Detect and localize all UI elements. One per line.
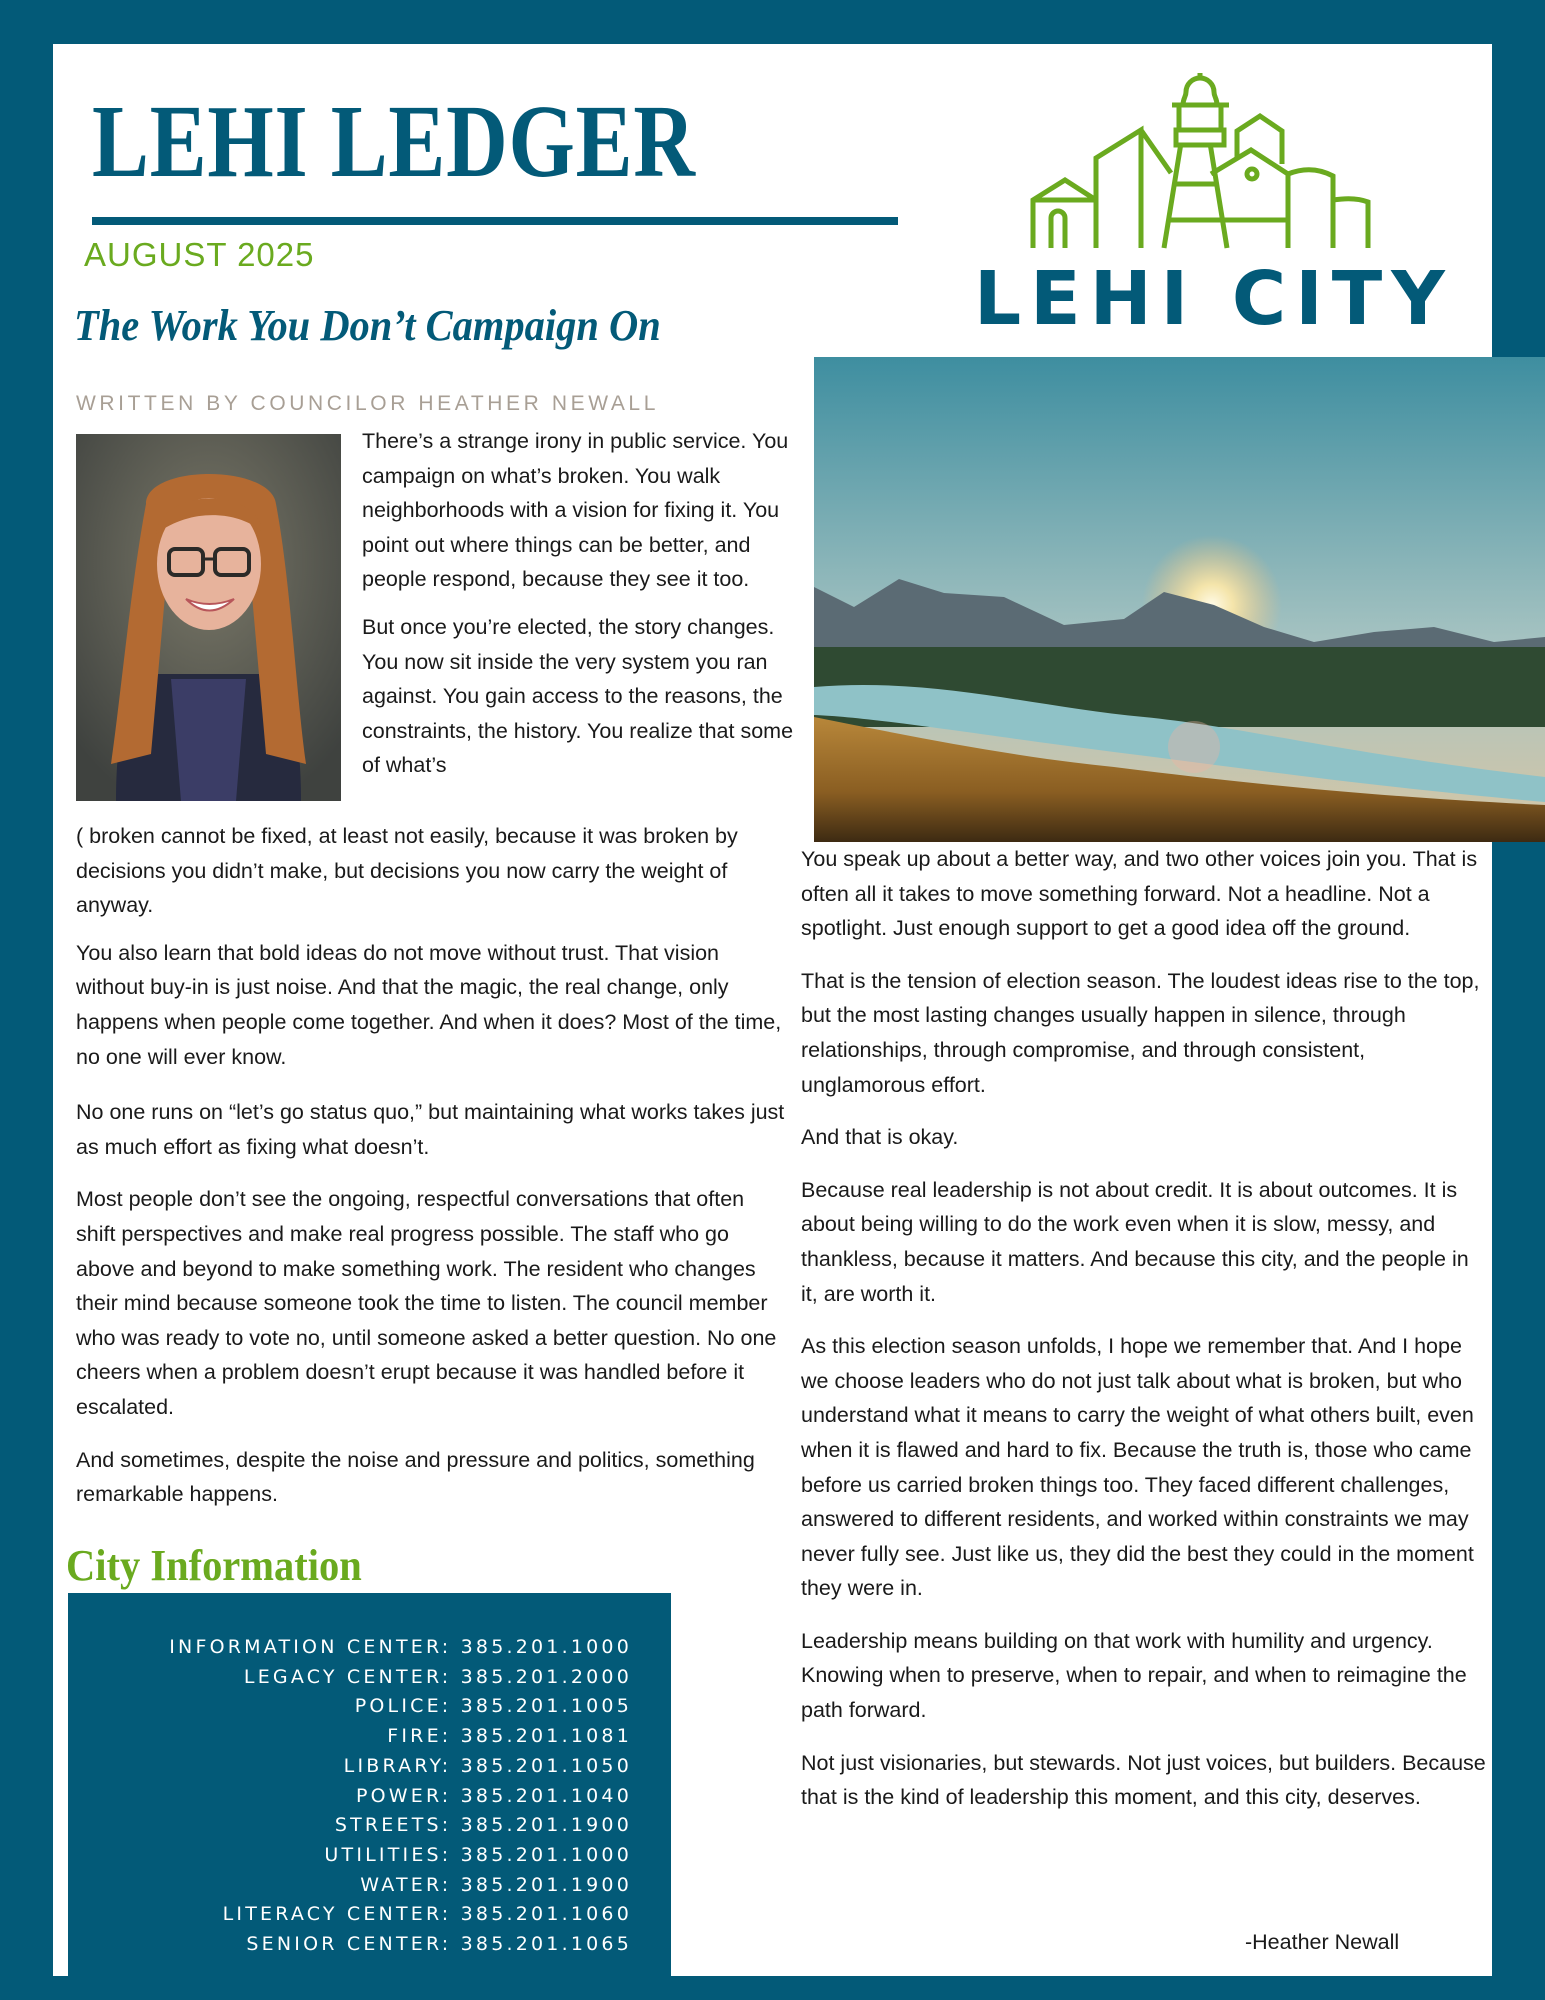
lehi-city-wordmark: LEHI CITY bbox=[974, 256, 1454, 342]
article-paragraph: There’s a strange irony in public service. You campaign on what’s broken. You walk neighborhoods with a vision for fixing it. You point out where things can be better, and people respond, because they see it too. bbox=[362, 429, 789, 592]
article-paragraph: Leadership means building on that work with humility and urgency. Knowing when to preserve, when to repair, and when to reimagine the path forward. bbox=[801, 1628, 1467, 1723]
city-info-heading: City Information bbox=[66, 1541, 362, 1590]
contact-item: LITERACY CENTER: 385.201.1060 bbox=[222, 1903, 632, 1926]
article-paragraph: Not just visionaries, but stewards. Not just voices, but builders. Because that is the kind of leadership this moment, and this city, deserves. bbox=[801, 1750, 1486, 1810]
article-right-column bbox=[801, 842, 1491, 1828]
article-byline: WRITTEN BY COUNCILOR HEATHER NEWALL bbox=[76, 392, 659, 415]
contact-item: STREETS: 385.201.1900 bbox=[334, 1814, 632, 1837]
article-headline: The Work You Don’t Campaign On bbox=[74, 301, 661, 350]
article-paragraph: Most people don’t see the ongoing, respectful conversations that often shift perspectives and make real progress possible. The staff who go above and beyond to make something work. The resident who changes their mind because someone took the time to listen. The council member who was ready to vote no, until someone asked a better question. No one cheers when a problem doesn’t erupt because it was handled before it escalated. bbox=[76, 1187, 777, 1419]
contact-item: LIBRARY: 385.201.1050 bbox=[343, 1754, 632, 1777]
landscape-photo bbox=[814, 357, 1545, 842]
author-portrait bbox=[76, 434, 341, 801]
contact-item: POLICE: 385.201.1005 bbox=[354, 1695, 632, 1718]
contact-list bbox=[169, 1633, 632, 1960]
contact-item: LEGACY CENTER: 385.201.2000 bbox=[243, 1665, 632, 1688]
article-paragraph: That is the tension of election season. The loudest ideas rise to the top, but the most lasting changes usually happen in silence, through relationships, through compromise, and through consistent, unglamorous effort. bbox=[801, 968, 1480, 1097]
city-skyline-icon bbox=[1028, 72, 1373, 250]
contact-item: POWER: 385.201.1040 bbox=[355, 1784, 632, 1807]
contact-item: INFORMATION CENTER: 385.201.1000 bbox=[169, 1636, 632, 1658]
masthead-title: LEHI LEDGER bbox=[92, 84, 696, 199]
article-paragraph: But once you’re elected, the story changes. You now sit inside the very system you ran against. You gain access to the reasons, the constraints, the history. You realize that some of what’s bbox=[362, 614, 794, 778]
article-paragraph: No one runs on “let’s go status quo,” but maintaining what works takes just as much effort as fixing what doesn’t. bbox=[76, 1100, 785, 1159]
contact-item: WATER: 385.201.1900 bbox=[360, 1873, 632, 1896]
city-info-box bbox=[68, 1593, 671, 1976]
issue-date: AUGUST 2025 bbox=[84, 236, 315, 273]
article-paragraph: Because real leadership is not about credit. It is about outcomes. It is about being willing to do the work even when it is slow, messy, and thankless, because it matters. And because this city, and the people in it, are worth it. bbox=[801, 1177, 1469, 1306]
article-paragraph: And that is okay. bbox=[801, 1125, 959, 1150]
masthead-rule bbox=[92, 217, 898, 225]
contact-item: FIRE: 385.201.1081 bbox=[387, 1725, 632, 1748]
article-left-column bbox=[76, 819, 788, 1525]
contact-item: UTILITIES: 385.201.1000 bbox=[324, 1843, 632, 1866]
article-intro bbox=[362, 424, 802, 796]
article-paragraph: You speak up about a better way, and two other voices join you. That is often all it takes to move something forward. Not a headline. Not a spotlight. Just enough support to get a good idea off the ground. bbox=[801, 847, 1478, 941]
contact-item: SENIOR CENTER: 385.201.1065 bbox=[246, 1933, 632, 1956]
article-paragraph: ( broken cannot be fixed, at least not easily, because it was broken by decisions you didn’t make, but decisions you now carry the weight of anyway. bbox=[76, 824, 738, 918]
author-signature: -Heather Newall bbox=[1245, 1930, 1400, 1954]
article-paragraph: You also learn that bold ideas do not move without trust. That vision without buy-in is just noise. And that the magic, the real change, only happens when people come together. And when it does? Most of the time, no one will ever know. bbox=[76, 940, 782, 1069]
article-paragraph: As this election season unfolds, I hope we remember that. And I hope we choose leaders who do not just talk about what is broken, but who understand what it means to carry the weight of what others built, even when it is flawed and hard to fix. Because the truth is, those who came before us carried broken things too. They faced different challenges, answered to different residents, and worked within constraints we may never fully see. Just like us, they did the best they could in the moment they were in. bbox=[801, 1334, 1474, 1601]
article-paragraph: And sometimes, despite the noise and pressure and politics, something remarkable happens. bbox=[76, 1447, 755, 1507]
